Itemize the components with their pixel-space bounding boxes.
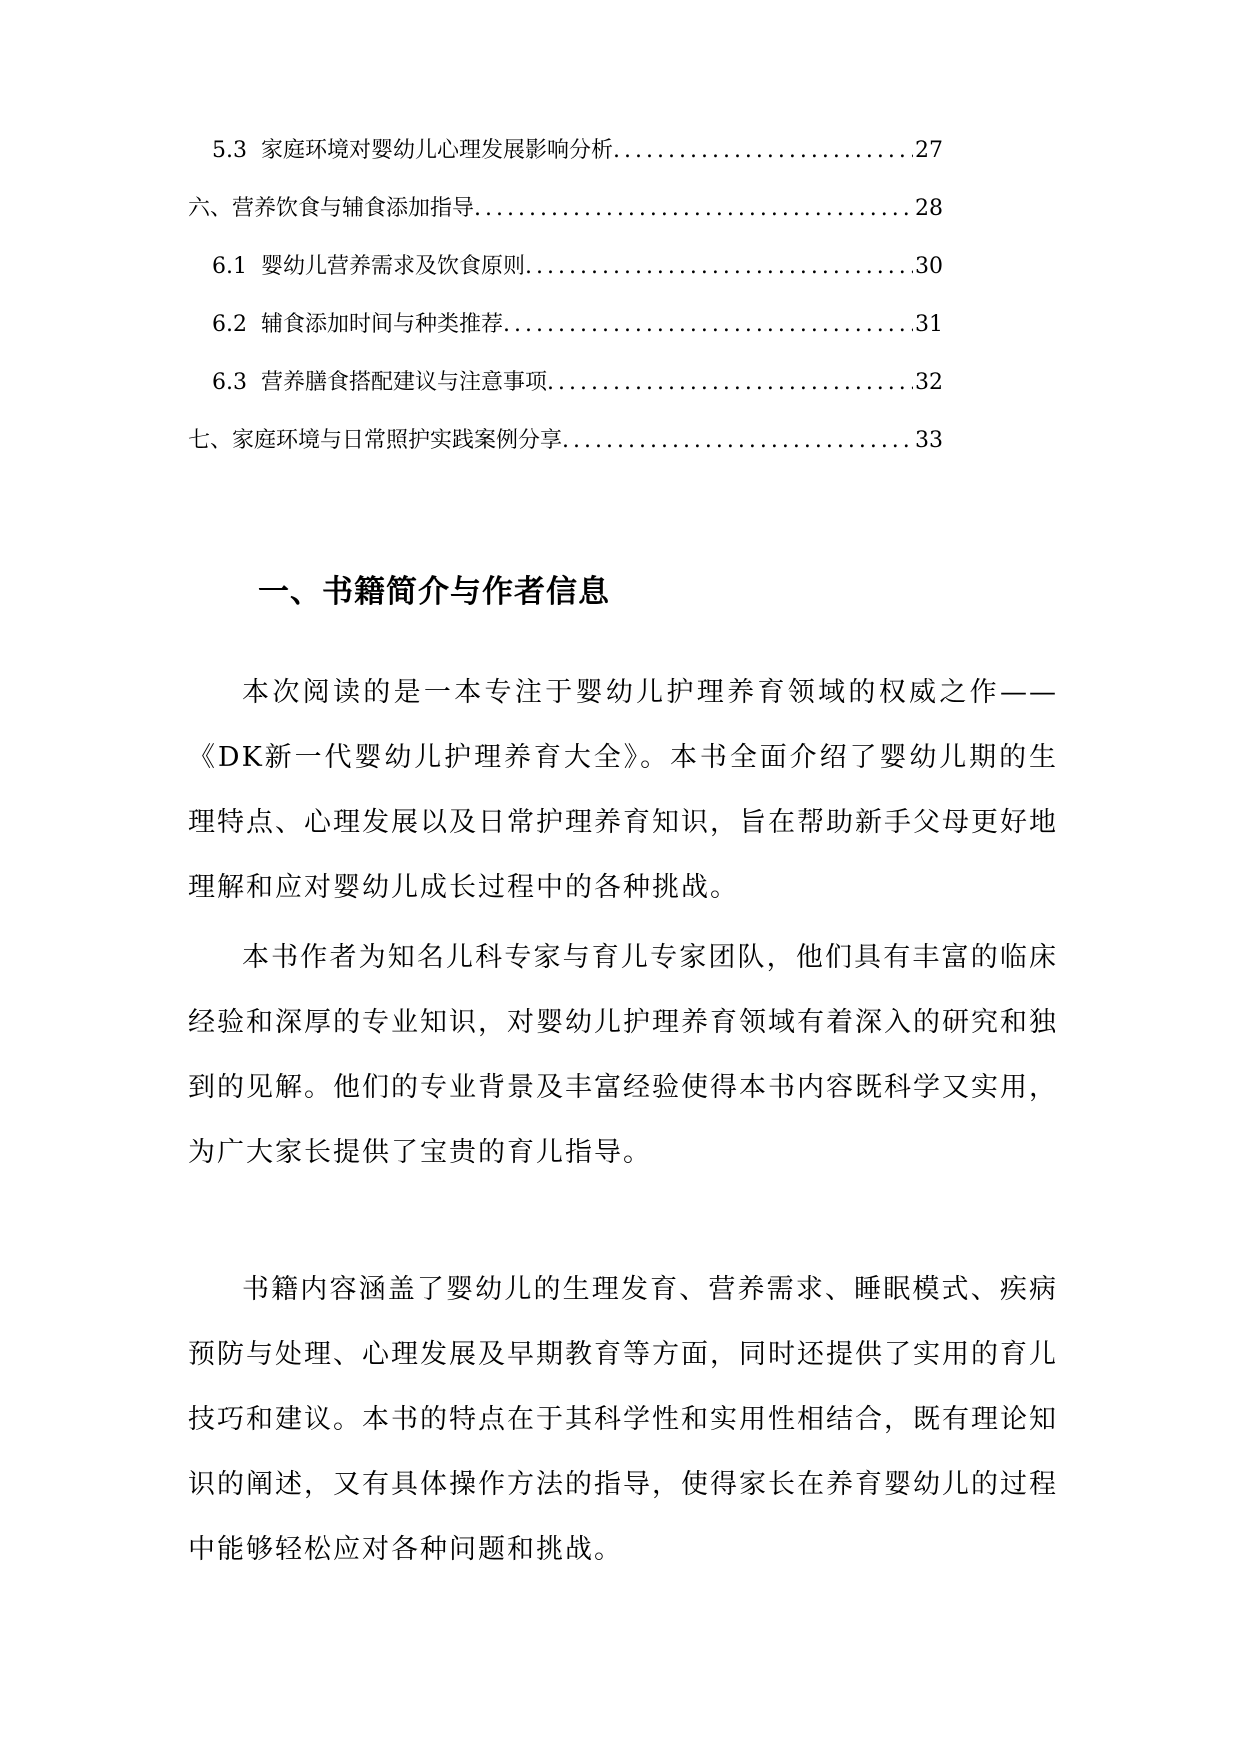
toc-entry-number: 6.3 [212,370,247,395]
toc-entry-page: 30 [915,254,943,279]
toc-entry-title: 七、家庭环境与日常照护实践案例分享 [188,428,563,453]
toc-entry-text: 辅食添加时间与种类推荐 [261,312,504,337]
toc-leader-dots [562,426,913,456]
toc-entry-title [212,368,547,398]
body-paragraph: 本书作者为知名儿科专家与育儿专家团队，他们具有丰富的临床经验和深厚的专业知识，对婴幼儿护理养育领域有着深入的研究和独到的见解。他们的专业背景及丰富经验使得本书内容既科学又实用，为广大家长提供了宝贵的育儿指导。 [188,942,1058,1168]
toc-entry[interactable] [212,310,943,340]
toc-entry[interactable] [188,426,943,456]
toc-entry-title: 六、营养饮食与辅食添加指导 [188,196,475,221]
section-heading: 一、书籍简介与作者信息 [258,574,610,610]
toc-leader-dots [474,194,913,224]
toc-entry-page: 33 [915,428,943,453]
toc-entry-number: 6.2 [212,312,247,337]
toc-entry-page: 27 [915,138,943,163]
toc-entry[interactable] [188,194,943,224]
toc-entry-number: 5.3 [212,138,247,163]
toc-entry-title [212,252,525,282]
toc-leader-dots [525,252,913,282]
toc-entry-page: 32 [915,370,943,395]
toc-entry-page: 28 [915,196,943,221]
body-paragraph: 书籍内容涵盖了婴幼儿的生理发育、营养需求、睡眠模式、疾病预防与处理、心理发展及早期教育等方面，同时还提供了实用的育儿技巧和建议。本书的特点在于其科学性和实用性相结合，既有理论知识的阐述，又有具体操作方法的指导，使得家长在养育婴幼儿的过程中能够轻松应对各种问题和挑战。 [188,1274,1058,1565]
toc-entry[interactable] [212,368,943,398]
toc-entry[interactable] [212,136,943,166]
toc-leader-dots [503,310,913,340]
body-paragraph: 本次阅读的是一本专注于婴幼儿护理养育领域的权威之作——《DK新一代婴幼儿护理养育大全》。本书全面介绍了婴幼儿期的生理特点、心理发展以及日常护理养育知识，旨在帮助新手父母更好地理解和应对婴幼儿成长过程中的各种挑战。 [188,677,1058,903]
toc-leader-dots [547,368,913,398]
toc-entry-title [212,310,503,340]
toc-entry-title [212,136,613,166]
toc-entry-number: 6.1 [212,254,247,279]
toc-entry-text: 家庭环境对婴幼儿心理发展影响分析 [261,138,614,163]
toc-entry[interactable] [212,252,943,282]
toc-entry-text: 婴幼儿营养需求及饮食原则 [261,254,526,279]
toc-entry-page: 31 [915,312,943,337]
toc-leader-dots [613,136,913,166]
toc-entry-text: 营养膳食搭配建议与注意事项 [261,370,548,395]
